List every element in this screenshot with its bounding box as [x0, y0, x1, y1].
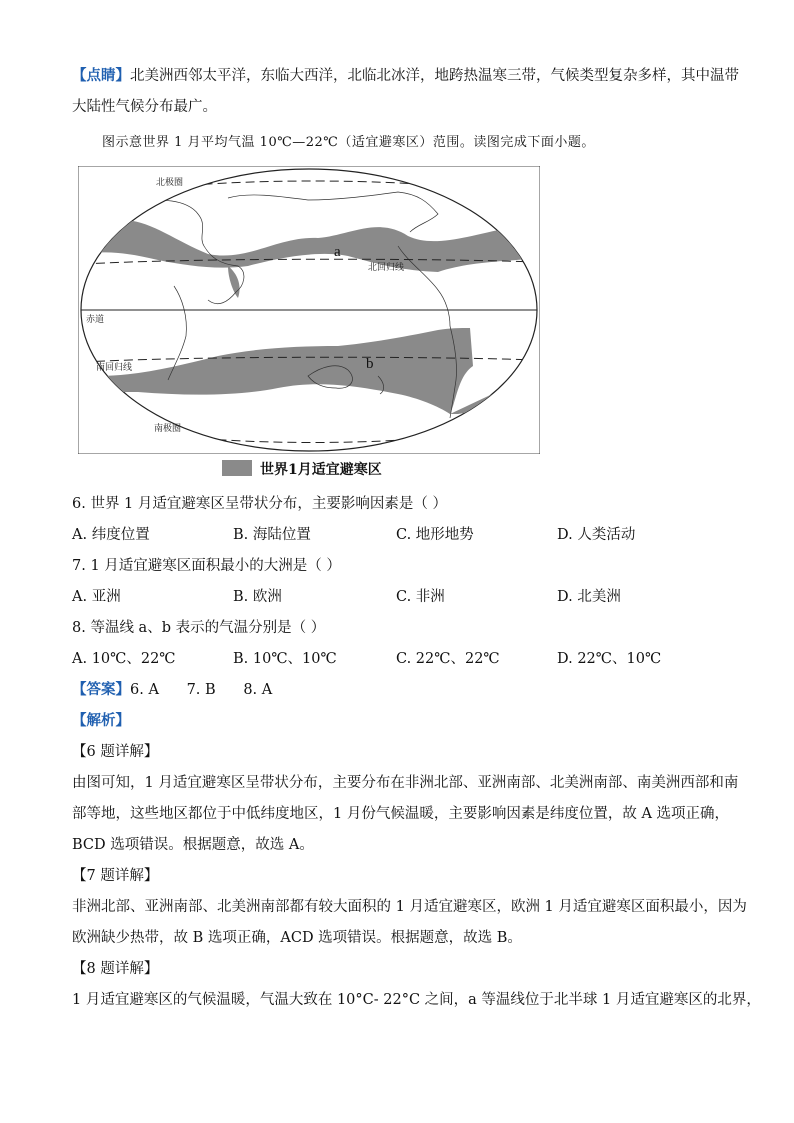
intro-line-1: 【点睛】北美洲西邻太平洋，东临大西洋，北临北冰洋，地跨热温寒三带，气候类型复杂多样，其中温带	[72, 67, 739, 84]
label-antarctic-circle: 南极圈	[154, 423, 182, 433]
q7-option-c: C. 非洲	[396, 589, 445, 605]
q6-option-c: C. 地形地势	[396, 527, 474, 543]
label-a: a	[334, 244, 341, 260]
q7-option-d: D. 北美洲	[557, 589, 621, 605]
q6-detail-title: 【6 题详解】	[72, 744, 159, 760]
label-arctic-circle: 北极圈	[156, 177, 184, 187]
analysis-label: 【解析】	[72, 712, 130, 729]
world-map	[78, 166, 540, 454]
legend-swatch	[222, 460, 252, 476]
map-caption: 图示意世界 1 月平均气温 10℃—22℃（适宜避寒区）范围。读图完成下面小题。	[102, 135, 595, 150]
label-b: b	[366, 356, 374, 372]
q7-detail-line-1: 非洲北部、亚洲南部、北美洲南部都有较大面积的 1 月适宜避寒区，欧洲 1 月适宜避寒区面积最小，因为	[72, 899, 747, 915]
answer-label: 【答案】	[72, 681, 130, 698]
label-equator: 赤道	[86, 314, 105, 324]
q8-detail-title: 【8 题详解】	[72, 961, 159, 977]
q6-detail-line-1: 由图可知，1 月适宜避寒区呈带状分布，主要分布在非洲北部、亚洲南部、北美洲南部、南美洲西部和南	[72, 775, 739, 791]
q6-option-b: B. 海陆位置	[233, 527, 311, 543]
q8-option-b: B. 10℃、10℃	[233, 651, 337, 667]
label-tropic-of-capricorn: 南回归线	[96, 362, 133, 372]
legend-label: 世界1月适宜避寒区	[260, 462, 382, 478]
q8-detail-line-1: 1 月适宜避寒区的气候温暖，气温大致在 10°C- 22°C 之间，a 等温线位于北半球 1 月适宜避寒区的北界，	[72, 992, 761, 1008]
q7-option-b: B. 欧洲	[233, 589, 282, 605]
intro-line-2: 大陆性气候分布最广。	[72, 99, 217, 115]
answer-text: 6. A 7. B 8. A	[130, 682, 273, 698]
answer-line	[72, 680, 272, 700]
q7-detail-title: 【7 题详解】	[72, 868, 159, 884]
q8-option-d: D. 22℃、10℃	[557, 651, 662, 667]
label-tropic-of-cancer: 北回归线	[368, 262, 405, 272]
question-7-stem: 7. 1 月适宜避寒区面积最小的大洲是（ ）	[72, 558, 341, 574]
q7-option-a: A. 亚洲	[72, 589, 121, 605]
q6-option-a: A. 纬度位置	[72, 527, 150, 543]
q6-detail-line-2: 部等地，这些地区都位于中低纬度地区，1 月份气候温暖，主要影响因素是纬度位置，故 A 选项正确，	[72, 806, 730, 822]
q7-detail-line-2: 欧洲缺少热带，故 B 选项正确，ACD 选项错误。根据题意，故选 B。	[72, 930, 522, 946]
tip-tag: 【点睛】	[72, 67, 130, 84]
q8-option-c: C. 22℃、22℃	[396, 651, 500, 667]
q8-option-a: A. 10℃、22℃	[72, 651, 176, 667]
q6-detail-line-3: BCD 选项错误。根据题意，故选 A。	[72, 837, 314, 853]
question-6-stem: 6. 世界 1 月适宜避寒区呈带状分布，主要影响因素是（ ）	[72, 496, 447, 512]
q6-option-d: D. 人类活动	[557, 527, 636, 543]
question-8-stem: 8. 等温线 a、b 表示的气温分别是（ ）	[72, 620, 326, 636]
